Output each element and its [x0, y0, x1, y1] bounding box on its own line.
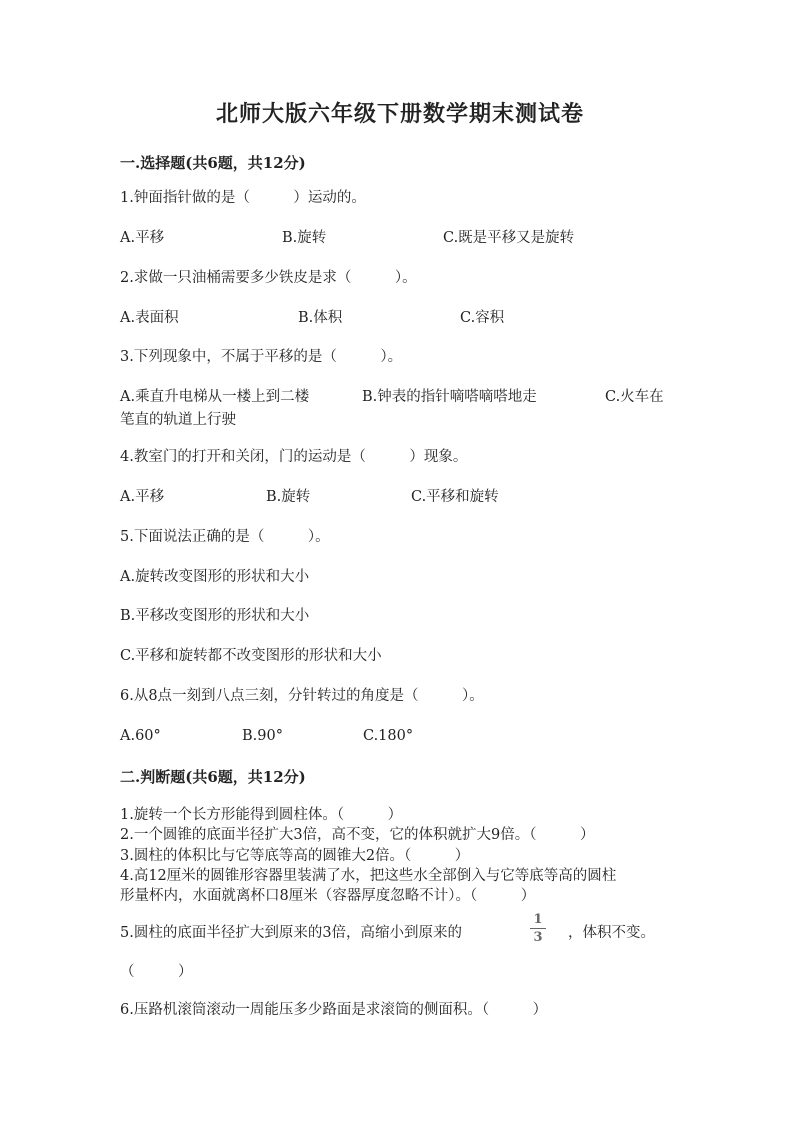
judgment-item-continuation: 形量杯内，水面就离杯口8厘米（容器厚度忽略不计）。（ ）	[120, 888, 536, 904]
fraction-bar	[530, 928, 546, 929]
question-stem: 2.求做一只油桶需要多少铁皮是求（ ）。	[120, 270, 417, 286]
option-c: C.平移和旋转	[411, 489, 499, 505]
option-b: B.钟表的指针嘀嗒嘀嗒地走	[362, 389, 537, 405]
question-stem: 3.下列现象中，不属于平移的是（ ）。	[120, 349, 403, 365]
section-heading-choice: 一.选择题(共6题，共12分)	[120, 154, 306, 172]
page-title: 北师大版六年级下册数学期末测试卷	[215, 101, 584, 127]
option-b: B.平移改变图形的形状和大小	[120, 608, 310, 624]
fraction-numerator: 1	[533, 912, 543, 927]
judgment-item: 2.一个圆锥的底面半径扩大3倍，高不变，它的体积就扩大9倍。（ ）	[120, 827, 595, 843]
judgment-item: 5.圆柱的底面半径扩大到原来的3倍，高缩小到原来的	[120, 925, 463, 941]
option-a: A.平移	[120, 230, 165, 246]
fraction-denominator: 3	[533, 930, 543, 945]
option-a: A.乘直升电梯从一楼上到二楼	[120, 389, 310, 405]
option-c-continuation: 笔直的轨道上行驶	[120, 412, 236, 428]
question-stem: 1.钟面指针做的是（ ）运动的。	[120, 190, 366, 206]
option-c: C.既是平移又是旋转	[443, 230, 575, 246]
question-stem: 6.从8点一刻到八点三刻，分针转过的角度是（ ）。	[120, 688, 484, 704]
option-c: C.平移和旋转都不改变图形的形状和大小	[120, 648, 382, 664]
judgment-item-tail: ，体积不变。	[568, 925, 655, 941]
option-b: B.旋转	[282, 230, 327, 246]
question-stem: 4.教室门的打开和关闭，门的运动是（ ）现象。	[120, 449, 468, 465]
option-b: B.体积	[298, 310, 343, 326]
option-b: B.旋转	[266, 489, 311, 505]
option-a: A.平移	[120, 489, 165, 505]
option-a: A.表面积	[120, 310, 179, 326]
option-c: C.180°	[363, 728, 414, 744]
judgment-item: 6.压路机滚筒滚动一周能压多少路面是求滚筒的侧面积。（ ）	[120, 1002, 548, 1018]
option-b: B.90°	[242, 728, 283, 744]
judgment-answer-blank: （ ）	[120, 964, 193, 980]
option-c: C.容积	[460, 310, 505, 326]
question-stem: 5.下面说法正确的是（ ）。	[120, 529, 330, 545]
option-a: A.旋转改变图形的形状和大小	[120, 569, 310, 585]
section-heading-judgment: 二.判断题(共6题，共12分)	[120, 768, 306, 786]
judgment-item: 3.圆柱的体积比与它等底等高的圆锥大2倍。（ ）	[120, 848, 470, 864]
option-a: A.60°	[120, 728, 161, 744]
judgment-item: 1.旋转一个长方形能得到圆柱体。（ ）	[120, 807, 403, 823]
option-c: C.火车在	[605, 389, 664, 405]
fraction-one-third	[530, 912, 546, 945]
judgment-item: 4.高12厘米的圆锥形容器里装满了水，把这些水全部倒入与它等底等高的圆柱	[120, 868, 617, 884]
